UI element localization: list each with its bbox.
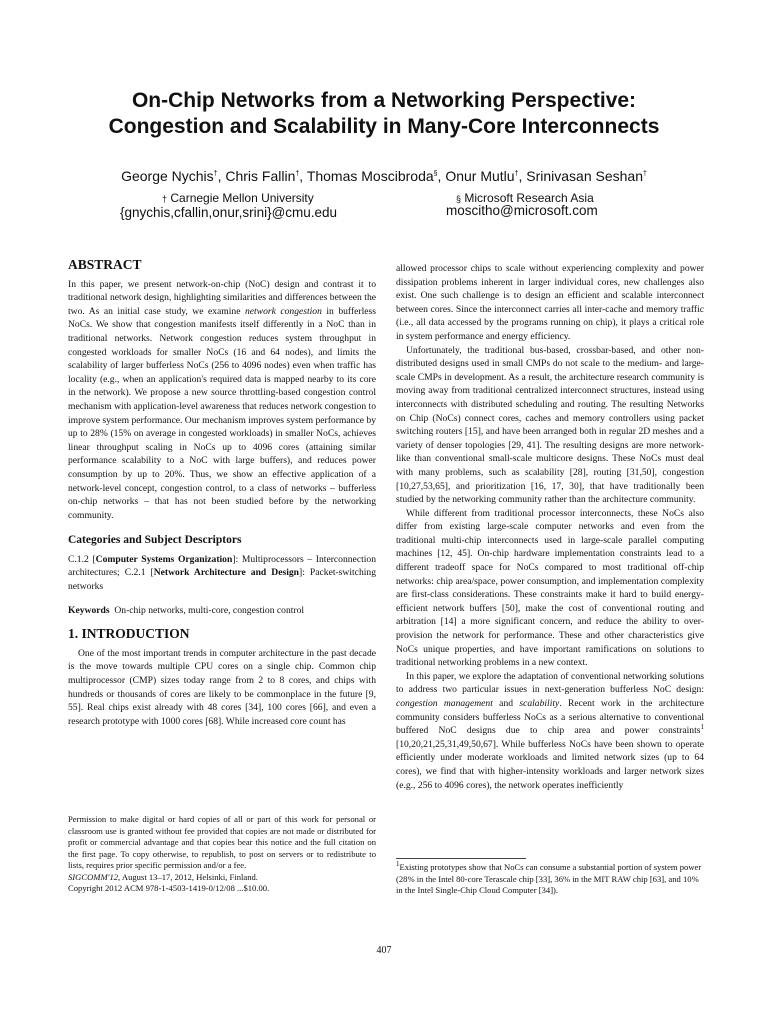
author-name: Onur Mutlu <box>445 168 515 184</box>
body-paragraph: allowed processor chips to scale without experiencing complexity and power dissipation problems inherent in larger individual cores, new challenges also exist. One such challenge is to design an efficient and scalable interconnect between cores. Since the interconnect carries all inter-cache and memory traffic (i.e., all data accessed by the programs running on chip), it plays a critical role in system performance and energy efficiency. <box>396 263 704 342</box>
categories-text: C.1.2 [Computer Systems Organization]: Multiprocessors – Interconnection architectures; C.2.1 [Network Architecture and Design]: Packet-switching networks <box>68 553 376 593</box>
keywords-label: Keywords <box>68 604 110 616</box>
footnote <box>396 862 704 897</box>
author-name: George Nychis <box>121 168 214 184</box>
conference-info: SIGCOMM'12, August 13–17, 2012, Helsinki, Finland. <box>68 871 258 882</box>
right-column <box>396 262 704 792</box>
cmu-affiliation <box>162 191 314 205</box>
page-number: 407 <box>376 945 392 956</box>
author-affiliation-mark: † <box>213 170 218 178</box>
author-affiliation-mark: † <box>643 170 647 178</box>
footnote-rule <box>396 858 526 859</box>
msr-email: moscitho@microsoft.com <box>446 203 598 218</box>
body-paragraph: In this paper, we explore the adaptation of conventional networking solutions to address two particular issues in next-generation bufferless NoC design: congestion management and scalability. Recent work in the architecture community considers bufferless NoCs as a serious alternative to conventional buffered NoC designs due to chip area and power constraints$^1$ [10,20,21,25,31,49,50,67]. While bufferless NoCs have been shown to operate efficiently under moderate workloads and limited network sizes (up to 64 cores), we find that with higher-intensity workloads and larger network sizes (e.g., 256 to 4096 cores), the network operates inefficiently <box>396 670 704 791</box>
paper-title-line-1: On-Chip Networks from a Networking Perspective: <box>131 89 637 112</box>
permission-text: Permission to make digital or hard copies of all or part of this work for personal or classroom use is granted without fee provided that copies are not made or distributed for profit or commercial advantage and that copies bear this notice and the full citation on the first page. To copy otherwise, to republish, to post on servers or to redistribute to lists, requires prior specific permission and/or a fee. <box>68 814 376 870</box>
author-affiliation-mark: § <box>433 170 438 178</box>
author-name: Chris Fallin <box>225 168 296 184</box>
introduction-heading: 1. INTRODUCTION <box>68 626 190 642</box>
cmu-name: Carnegie Mellon University <box>170 191 314 205</box>
msr-name: Microsoft Research Asia <box>464 191 594 205</box>
author-affiliation-mark: † <box>295 170 300 178</box>
author-name: Thomas Moscibroda <box>306 168 434 184</box>
body-paragraph: While different from traditional processor interconnects, these NoCs also differ from existing large-scale computer networks and even from the traditional multi-chip interconnects used in large-scale parallel computing machines [12, 45]. On-chip hardware implementation constraints lead to a different tradeoff space for NoCs compared to most traditional off-chip networks: chip area/space, power consumption, and implementation complexity are first-class considerations. These constraints make it hard to build energy-efficient network buffers [50], make the cost of conventional routing and arbitration [14] a more significant concern, and reduce the ability to over-provision the network for performance. These and other characteristics give NoCs unique properties, and have important ramifications on solutions to traditional networking problems in a new context. <box>396 507 704 669</box>
author-name: Srinivasan Seshan <box>526 168 644 184</box>
introduction-paragraph: One of the most important trends in computer architecture in the past decade is the move towards multiple CPU cores on a single chip. Common chip multiprocessor (CMP) sizes today range from 2 to 8 cores, and chips with hundreds or thousands of cores are likely to be commonplace in the future [9, 55]. Real chips exist already with 48 cores [34], 100 cores [66], and even a research prototype with 1000 cores [68]. While increased core count has <box>68 647 376 727</box>
keywords-line <box>68 604 376 618</box>
paper-title-line-2: Congestion and Scalability in Many-Core Interconnects <box>108 115 660 138</box>
footnote-text: Existing prototypes show that NoCs can consume a substantial portion of system power (28% in the Intel 80-core Terascale chip [33], 36% in the MIT RAW chip [63], and 10% in the Intel Single-Chip Cloud Computer [34]). <box>396 862 702 895</box>
footnote-mark: 1 <box>396 860 400 869</box>
author-list: George Nychis†, Chris Fallin†, Thomas Moscibroda§, Onur Mutlu†, Srinivasan Seshan† <box>121 168 647 184</box>
cmu-email: {gnychis,cfallin,onur,srini}@cmu.edu <box>120 205 338 220</box>
footnote-ref: 1 <box>700 723 704 731</box>
body-paragraph: Unfortunately, the traditional bus-based, crossbar-based, and other non-distributed designs used in small CMPs do not scale to the medium- and large-scale CMPs in development. As a result, the architecture research community is moving away from traditional centralized interconnect structures, instead using interconnects with distributed scheduling and routing. The resulting Networks on Chip (NoCs) connect cores, caches and memory controllers using packet switching routers [15], and have been arranged both in regular 2D meshes and a variety of denser topologies [29, 41]. The resulting designs are more network-like than conventional small-scale multicore designs. These NoCs must deal with many problems, such as scalability [28], routing [31,50], congestion [10,27,53,65], and prioritization [16, 17, 30], that have traditionally been studied by the networking community rather than the architecture community. <box>396 344 704 506</box>
keywords-text: On-chip networks, multi-core, congestion control <box>114 604 305 616</box>
author-affiliation-mark: † <box>514 170 519 178</box>
abstract-text: In this paper, we present network-on-chip (NoC) design and contrast it to traditional network design, highlighting similarities and differences between the two. As an initial case study, we examine network congestion in bufferless NoCs. We show that congestion manifests itself differently in a NoC than in traditional networks. Network congestion reduces system throughput in congested workloads for smaller NoCs (16 and 64 nodes), and limits the scalability of larger bufferless NoCs (256 to 4096 nodes) even when traffic has locality (e.g., when an application's required data is mapped nearby to its core in the network). We propose a new source throttling-based congestion control mechanism with application-level awareness that reduces network congestion to improve system performance. Our mechanism improves system performance by up to 28% (15% on average in congested workloads) in smaller NoCs, achieves linear throughput scaling in NoCs up to 4096 cores (attaining similar performance scalability to a NoC with large buffers), and reduces power consumption by up to 20%. Thus, we show an effective application of a network-level concept, congestion control, to a class of networks – bufferless on-chip networks – that has not been studied before by the networking community. <box>68 278 376 521</box>
cmu-mark: † <box>162 194 168 204</box>
categories-heading: Categories and Subject Descriptors <box>68 534 242 547</box>
msr-mark: § <box>456 194 462 204</box>
left-column <box>68 258 376 728</box>
permission-notice <box>68 814 376 895</box>
copyright-line: Copyright 2012 ACM 978-1-4503-1419-0/12/08 ...$10.00. <box>68 883 270 893</box>
abstract-heading: ABSTRACT <box>68 257 142 272</box>
